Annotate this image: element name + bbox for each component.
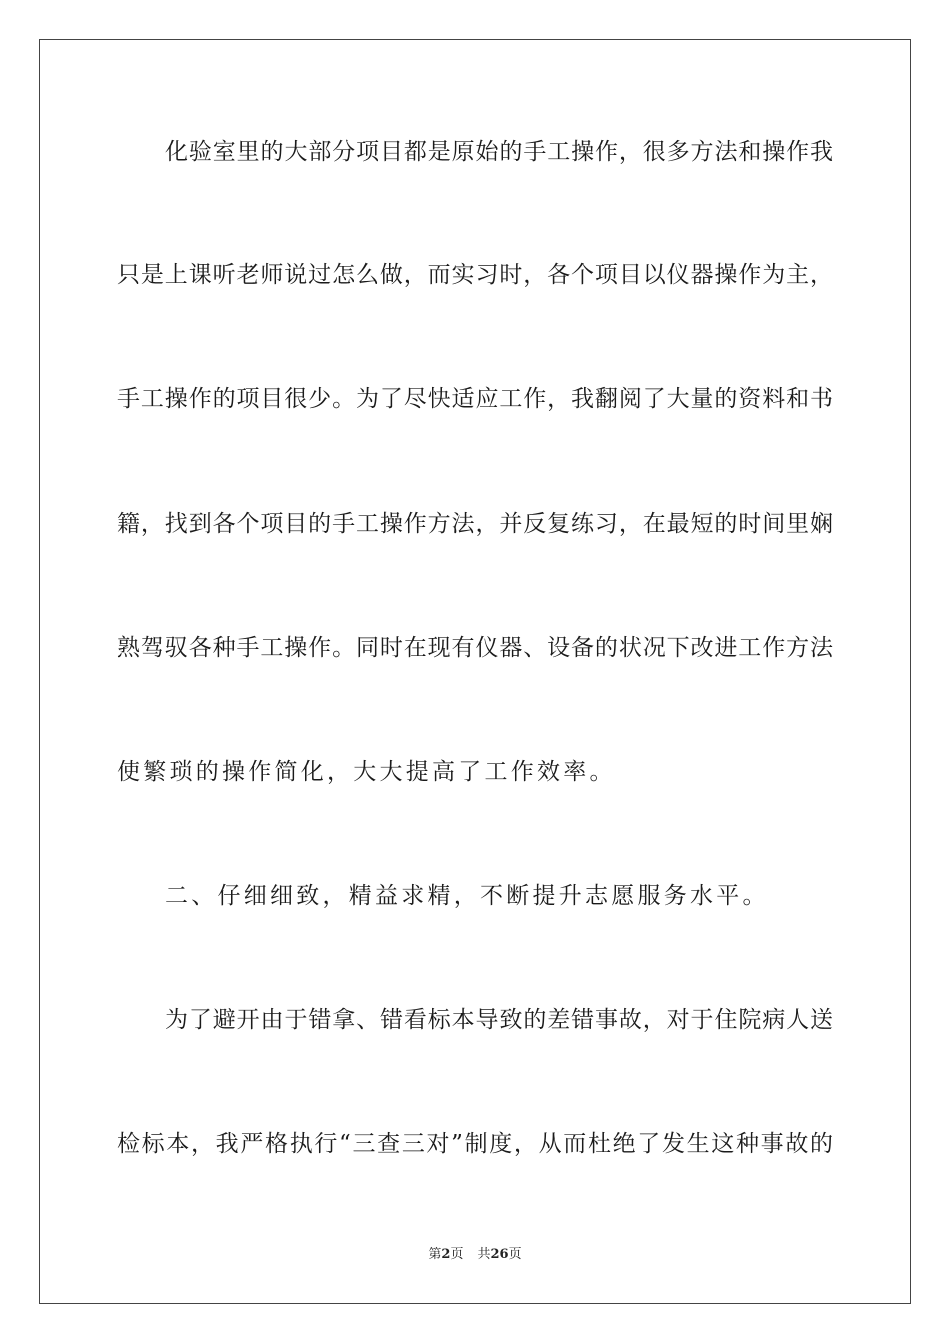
paragraph-line-1: 化验室里的大部分项目都是原始的手工操作，很多方法和操作我 xyxy=(165,139,833,165)
paragraph-line-2: 只是上课听老师说过怎么做，而实习时，各个项目以仪器操作为主， xyxy=(117,262,833,288)
footer-total-prefix: 共 xyxy=(477,1247,491,1262)
paragraph-line-6: 使繁琐的操作简化，大大提高了工作效率。 xyxy=(117,759,616,785)
paragraph-line-7: 为了避开由于错拿、错看标本导致的差错事故，对于住院病人送 xyxy=(165,1007,833,1033)
footer-total-pages: 26 xyxy=(490,1247,509,1262)
footer-total-unit: 页 xyxy=(508,1247,522,1262)
footer-page-prefix: 第 xyxy=(428,1247,442,1262)
footer-page-unit: 页 xyxy=(450,1247,464,1262)
section-heading: 二、仔细细致，精益求精，不断提升志愿服务水平。 xyxy=(165,883,769,909)
page-border xyxy=(39,39,911,1304)
paragraph-line-3: 手工操作的项目很少。为了尽快适应工作，我翻阅了大量的资料和书 xyxy=(117,386,833,412)
paragraph-line-8: 检标本，我严格执行“三查三对”制度，从而杜绝了发生这种事故的 xyxy=(117,1131,833,1157)
page-footer xyxy=(0,1246,950,1264)
footer-page-number: 2 xyxy=(441,1247,451,1262)
paragraph-line-5: 熟驾驭各种手工操作。同时在现有仪器、设备的状况下改进工作方法 xyxy=(117,635,833,661)
paragraph-line-4: 籍，找到各个项目的手工操作方法，并反复练习，在最短的时间里娴 xyxy=(117,511,833,537)
